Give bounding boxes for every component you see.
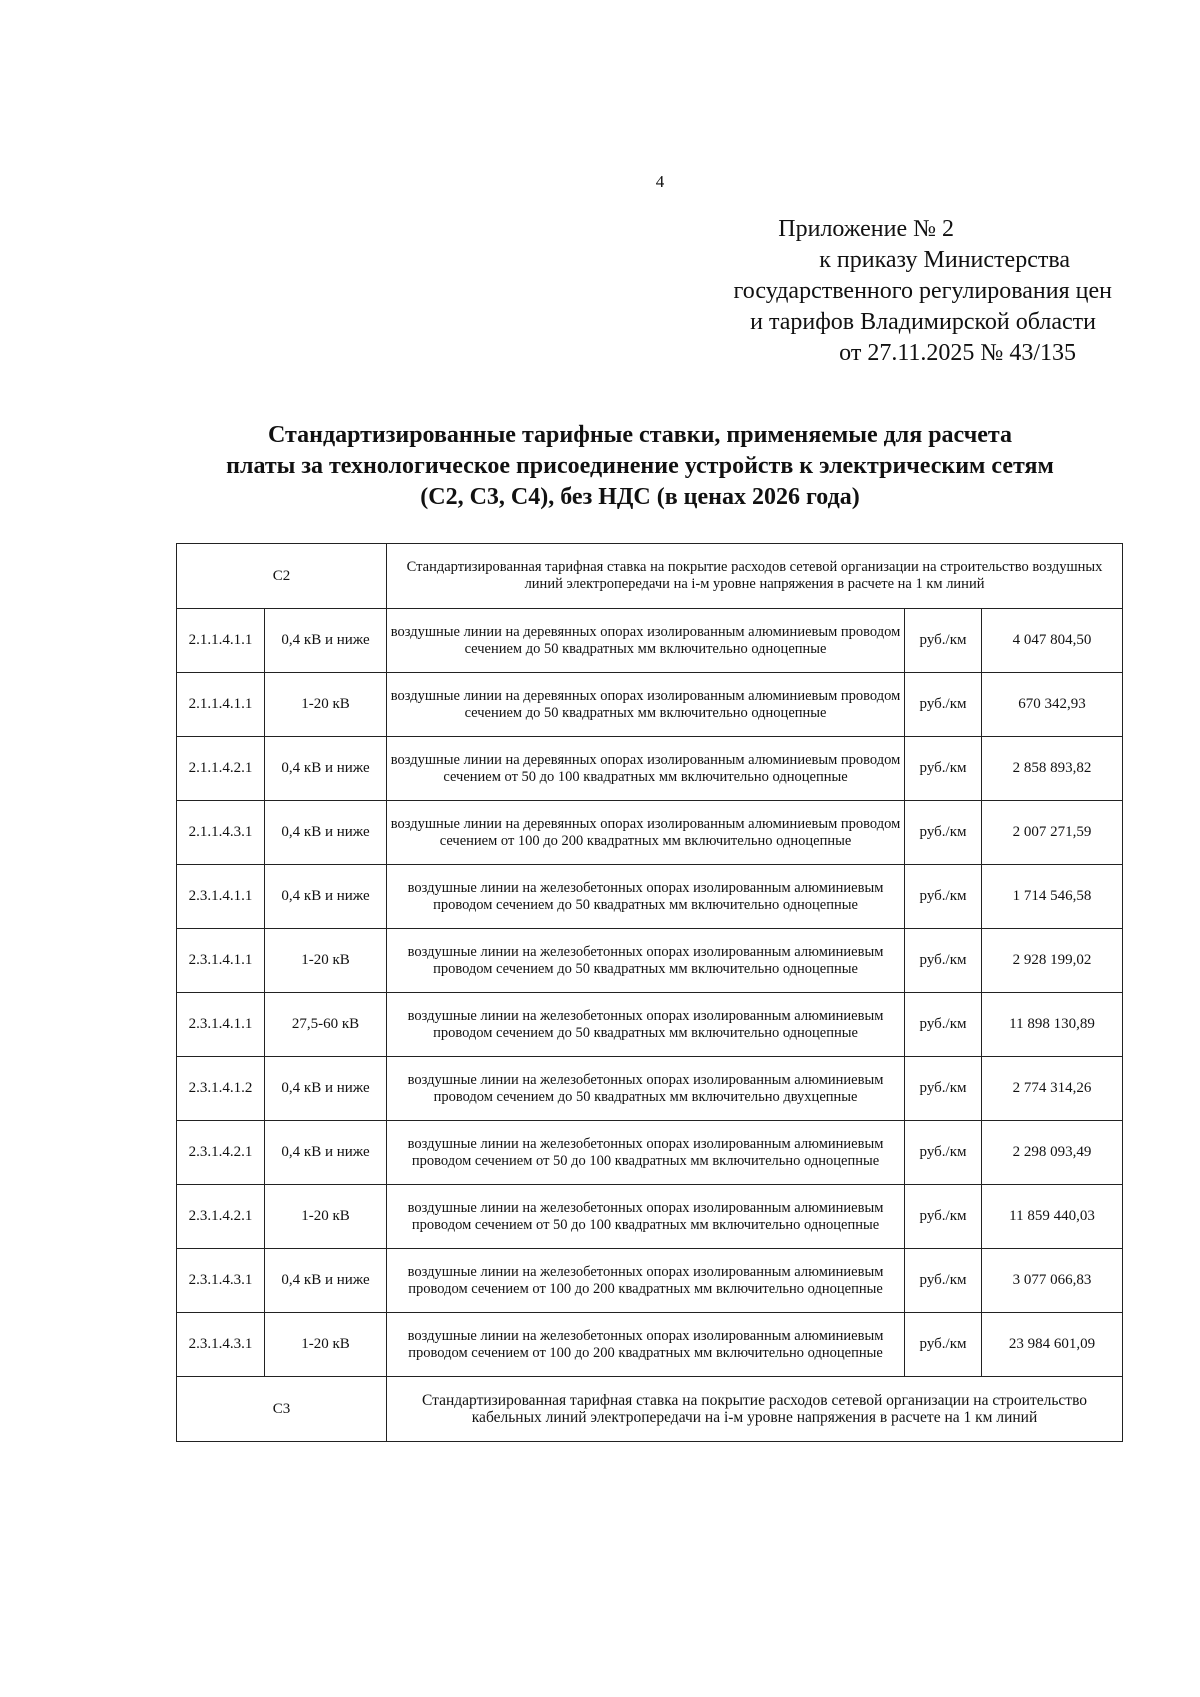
rate-value: 670 342,93 xyxy=(982,673,1123,737)
table-row xyxy=(177,993,1123,1057)
voltage-level: 0,4 кВ и ниже xyxy=(265,609,387,673)
voltage-level: 0,4 кВ и ниже xyxy=(265,865,387,929)
table-row xyxy=(177,1249,1123,1313)
unit: руб./км xyxy=(905,1249,982,1313)
line-description: воздушные линии на деревянных опорах изолированным алюминиевым проводом сечением от 100 до 200 квадратных мм включительно одноцепные xyxy=(387,801,905,865)
section-code: С2 xyxy=(177,544,387,609)
table-row xyxy=(177,929,1123,993)
unit: руб./км xyxy=(905,801,982,865)
title-line: Стандартизированные тарифные ставки, применяемые для расчета xyxy=(268,422,1012,448)
rate-value: 23 984 601,09 xyxy=(982,1313,1123,1377)
rate-value: 2 007 271,59 xyxy=(982,801,1123,865)
line-description: воздушные линии на железобетонных опорах изолированным алюминиевым проводом сечением до 50 квадратных мм включительно одноцепные xyxy=(387,993,905,1057)
rate-value: 2 928 199,02 xyxy=(982,929,1123,993)
voltage-level: 1-20 кВ xyxy=(265,1313,387,1377)
line-description: воздушные линии на железобетонных опорах изолированным алюминиевым проводом сечением от 100 до 200 квадратных мм включительно одноцепные xyxy=(387,1249,905,1313)
line-description: воздушные линии на железобетонных опорах изолированным алюминиевым проводом сечением от 50 до 100 квадратных мм включительно одноцепные xyxy=(387,1121,905,1185)
rate-value: 4 047 804,50 xyxy=(982,609,1123,673)
appendix-line: к приказу Министерства xyxy=(819,247,1070,273)
voltage-level: 0,4 кВ и ниже xyxy=(265,737,387,801)
unit: руб./км xyxy=(905,1313,982,1377)
page-number: 4 xyxy=(655,172,665,191)
appendix-line: государственного регулирования цен xyxy=(733,278,1112,304)
line-description: воздушные линии на деревянных опорах изолированным алюминиевым проводом сечением от 50 до 100 квадратных мм включительно одноцепные xyxy=(387,737,905,801)
rate-value: 2 298 093,49 xyxy=(982,1121,1123,1185)
line-description: воздушные линии на деревянных опорах изолированным алюминиевым проводом сечением до 50 квадратных мм включительно одноцепные xyxy=(387,609,905,673)
unit: руб./км xyxy=(905,1057,982,1121)
rate-value: 3 077 066,83 xyxy=(982,1249,1123,1313)
voltage-level: 0,4 кВ и ниже xyxy=(265,801,387,865)
table-row xyxy=(177,1313,1123,1377)
line-description: воздушные линии на железобетонных опорах изолированным алюминиевым проводом сечением до 50 квадратных мм включительно одноцепные xyxy=(387,929,905,993)
section-description: Стандартизированная тарифная ставка на покрытие расходов сетевой организации на строительство воздушных линий электропередачи на i-м уровне напряжения в расчете на 1 км линий xyxy=(387,544,1123,609)
unit: руб./км xyxy=(905,929,982,993)
tariff-table xyxy=(176,543,1123,1442)
rate-code: 2.1.1.4.1.1 xyxy=(177,673,265,737)
rate-code: 2.3.1.4.3.1 xyxy=(177,1249,265,1313)
section-code: С3 xyxy=(177,1377,387,1442)
table-row xyxy=(177,1185,1123,1249)
voltage-level: 0,4 кВ и ниже xyxy=(265,1121,387,1185)
voltage-level: 1-20 кВ xyxy=(265,673,387,737)
unit: руб./км xyxy=(905,865,982,929)
rate-code: 2.3.1.4.1.2 xyxy=(177,1057,265,1121)
title-line: платы за технологическое присоединение устройств к электрическим сетям xyxy=(226,453,1054,479)
unit: руб./км xyxy=(905,609,982,673)
rate-code: 2.3.1.4.3.1 xyxy=(177,1313,265,1377)
table-row xyxy=(177,673,1123,737)
unit: руб./км xyxy=(905,673,982,737)
rate-value: 2 858 893,82 xyxy=(982,737,1123,801)
table-row xyxy=(177,801,1123,865)
appendix-header xyxy=(552,214,1112,369)
table-row xyxy=(177,1121,1123,1185)
rate-value: 2 774 314,26 xyxy=(982,1057,1123,1121)
document-title xyxy=(160,420,1120,513)
rate-value: 11 859 440,03 xyxy=(982,1185,1123,1249)
voltage-level: 0,4 кВ и ниже xyxy=(265,1057,387,1121)
rate-code: 2.1.1.4.3.1 xyxy=(177,801,265,865)
unit: руб./км xyxy=(905,1185,982,1249)
table-row xyxy=(177,737,1123,801)
line-description: воздушные линии на железобетонных опорах изолированным алюминиевым проводом сечением от 50 до 100 квадратных мм включительно одноцепные xyxy=(387,1185,905,1249)
rate-code: 2.1.1.4.2.1 xyxy=(177,737,265,801)
rate-code: 2.3.1.4.2.1 xyxy=(177,1121,265,1185)
line-description: воздушные линии на железобетонных опорах изолированным алюминиевым проводом сечением от 100 до 200 квадратных мм включительно одноцепные xyxy=(387,1313,905,1377)
title-line: (С2, С3, С4), без НДС (в ценах 2026 года) xyxy=(420,484,860,510)
table-row xyxy=(177,1057,1123,1121)
line-description: воздушные линии на железобетонных опорах изолированным алюминиевым проводом сечением до 50 квадратных мм включительно двухцепные xyxy=(387,1057,905,1121)
appendix-line: и тарифов Владимирской области xyxy=(750,309,1096,335)
voltage-level: 27,5-60 кВ xyxy=(265,993,387,1057)
rate-value: 1 714 546,58 xyxy=(982,865,1123,929)
appendix-line: Приложение № 2 xyxy=(778,216,954,242)
section-row-c3 xyxy=(177,1377,1123,1442)
line-description: воздушные линии на железобетонных опорах изолированным алюминиевым проводом сечением до 50 квадратных мм включительно одноцепные xyxy=(387,865,905,929)
rate-code: 2.3.1.4.2.1 xyxy=(177,1185,265,1249)
section-description: Стандартизированная тарифная ставка на покрытие расходов сетевой организации на строительство кабельных линий электропередачи на i-м уровне напряжения в расчете на 1 км линий xyxy=(387,1377,1123,1442)
voltage-level: 1-20 кВ xyxy=(265,1185,387,1249)
unit: руб./км xyxy=(905,737,982,801)
rate-code: 2.1.1.4.1.1 xyxy=(177,609,265,673)
table-row xyxy=(177,609,1123,673)
appendix-date-number: от 27.11.2025 № 43/135 xyxy=(839,340,1076,366)
rate-value: 11 898 130,89 xyxy=(982,993,1123,1057)
rate-code: 2.3.1.4.1.1 xyxy=(177,865,265,929)
line-description: воздушные линии на деревянных опорах изолированным алюминиевым проводом сечением до 50 квадратных мм включительно одноцепные xyxy=(387,673,905,737)
unit: руб./км xyxy=(905,1121,982,1185)
section-row-c2 xyxy=(177,544,1123,609)
unit: руб./км xyxy=(905,993,982,1057)
voltage-level: 1-20 кВ xyxy=(265,929,387,993)
table-row xyxy=(177,865,1123,929)
voltage-level: 0,4 кВ и ниже xyxy=(265,1249,387,1313)
rate-code: 2.3.1.4.1.1 xyxy=(177,929,265,993)
rate-code: 2.3.1.4.1.1 xyxy=(177,993,265,1057)
